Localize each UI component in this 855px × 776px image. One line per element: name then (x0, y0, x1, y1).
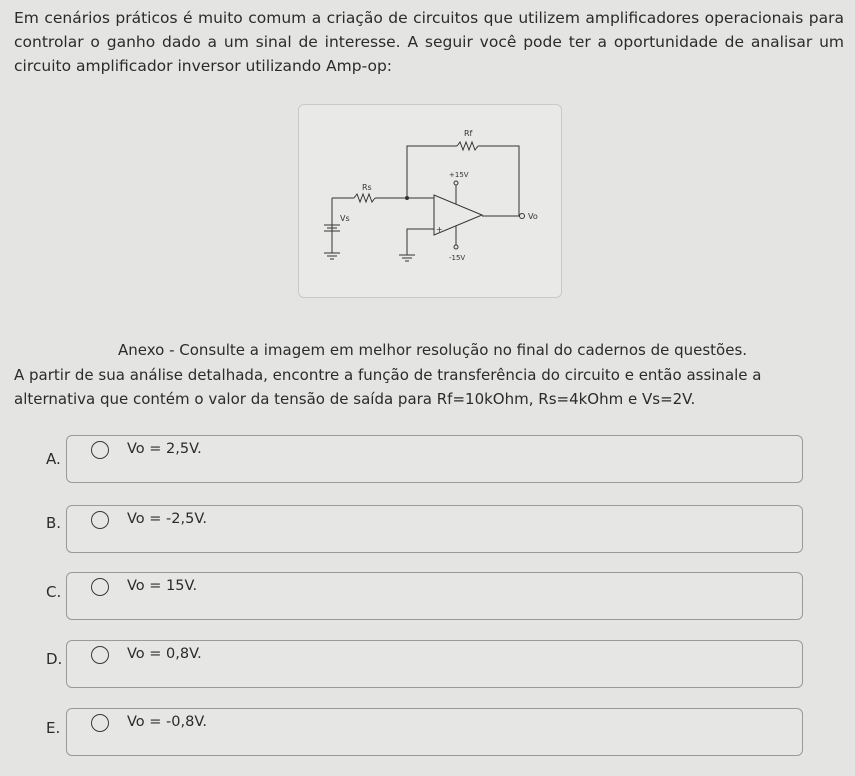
question-text: A partir de sua análise detalhada, encontre a função de transferência do circuito e então assinale a alternativa que contém o valor da tensão de saída para Rf=10kOhm, Rs=4kOhm e Vs=2V. (14, 366, 762, 408)
circuit-figure (298, 104, 562, 298)
radio-icon[interactable] (91, 714, 109, 732)
option-text: Vo = 2,5V. (127, 441, 202, 457)
option-a[interactable] (66, 435, 803, 483)
rf-label: Rf (464, 129, 473, 138)
figure-caption: Anexo - Consulte a imagem em melhor resolução no final do cadernos de questões. (118, 341, 748, 359)
radio-icon[interactable] (91, 578, 109, 596)
radio-icon[interactable] (91, 441, 109, 459)
option-b[interactable] (66, 505, 803, 553)
option-letter: A. (46, 450, 61, 468)
intro-paragraph: Em cenários práticos é muito comum a criação de circuitos que utilizem amplificadores operacionais para controlar o ganho dado a um sinal de interesse. A seguir você pode ter a oportunidade de analisar um circuito amplificador inversor utilizando Amp-op: (14, 9, 844, 75)
option-text: Vo = -0,8V. (127, 714, 207, 730)
plus-sign: + (436, 225, 443, 234)
radio-icon[interactable] (91, 511, 109, 529)
option-text: Vo = 0,8V. (127, 646, 202, 662)
option-letter: B. (46, 514, 62, 532)
rf-resistor (457, 142, 478, 150)
rs-resistor (354, 194, 375, 202)
option-d[interactable] (66, 640, 803, 688)
option-letter: C. (46, 583, 62, 601)
vs-label: Vs (340, 214, 350, 223)
option-text: Vo = -2,5V. (127, 511, 207, 527)
radio-icon[interactable] (91, 646, 109, 664)
option-c[interactable] (66, 572, 803, 620)
option-text: Vo = 15V. (127, 578, 198, 594)
vminus-label: -15V (449, 254, 466, 262)
option-letter: D. (46, 650, 63, 668)
vo-label: Vo (528, 212, 538, 221)
vplus-label: +15V (449, 171, 469, 179)
inverting-amplifier-diagram (299, 105, 561, 297)
option-letter: E. (46, 719, 61, 737)
option-e[interactable] (66, 708, 803, 756)
rs-label: Rs (362, 183, 372, 192)
